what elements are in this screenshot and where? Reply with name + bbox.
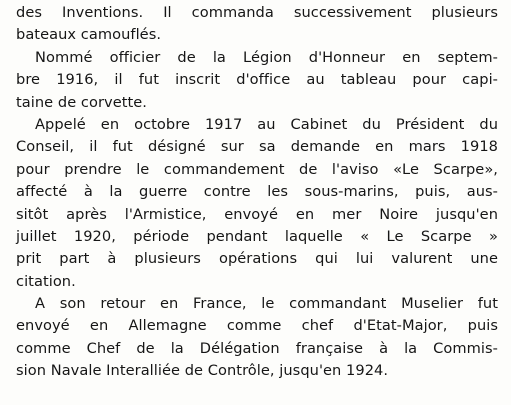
text-line-1: des Inventions. Il commanda successivement plusieurs (16, 4, 498, 21)
text-line-6: Appelé en octobre 1917 au Cabinet du Président du (35, 115, 498, 133)
text-line-13: citation. (16, 272, 76, 290)
text-line-8: pour prendre le commandement de l'aviso «Le Scarpe», (16, 160, 498, 178)
text-line-4: bre 1916, il fut inscrit d'office au tableau pour capi- (16, 71, 498, 89)
text-line-11: juillet 1920, période pendant laquelle « Le Scarpe » (16, 227, 498, 245)
text-line-17: sion Navale Interalliée de Contrôle, jusqu'en 1924. (16, 362, 389, 380)
body-text (16, 2, 498, 383)
text-line-12: prit part à plusieurs opérations qui lui valurent une (16, 250, 498, 268)
text-line-16: comme Chef de la Délégation française à la Commis- (16, 339, 498, 357)
text-line-10: sitôt après l'Armistice, envoyé en mer Noire jusqu'en (16, 205, 498, 223)
text-line-14: A son retour en France, le commandant Muselier fut (35, 295, 498, 313)
text-line-15: envoyé en Allemagne comme chef d'Etat-Major, puis (16, 317, 498, 335)
text-line-2: bateaux camouflés. (16, 26, 162, 44)
text-line-9: affecté à la guerre contre les sous-marins, puis, aus- (16, 183, 498, 201)
text-line-7: Conseil, il fut désigné sur sa demande en mars 1918 (16, 138, 498, 156)
text-line-5: taine de corvette. (16, 93, 147, 111)
text-line-3: Nommé officier de la Légion d'Honneur en septem- (35, 48, 498, 66)
